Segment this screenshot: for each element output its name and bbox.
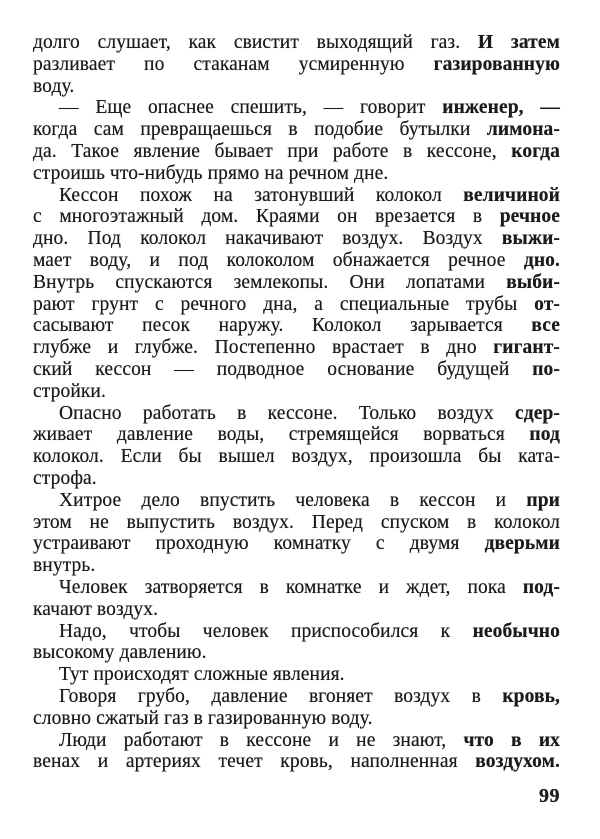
text-line xyxy=(33,163,560,185)
text-line xyxy=(33,272,560,294)
line-text: сасывают песок наружу. Колокол зарывается xyxy=(33,315,532,337)
text-line xyxy=(33,577,560,599)
line-text: разливает по стаканам усмиренную xyxy=(33,53,434,75)
text-line xyxy=(33,730,560,752)
line-text-heavy-ink: лимона- xyxy=(486,119,560,141)
text-line xyxy=(33,119,560,141)
line-text: Надо, чтобы человек приспособился к xyxy=(59,620,473,642)
line-text: — Еще опаснее спешить, — говорит xyxy=(59,97,443,119)
line-text: Хитрое дело впустить человека в кессон и xyxy=(59,489,527,511)
line-text: Люди работают в кессоне и не знают, xyxy=(59,729,464,751)
line-text-heavy-ink: гигант- xyxy=(493,337,560,359)
text-line xyxy=(33,555,560,577)
line-text-heavy-ink: инженер, — xyxy=(442,97,560,119)
line-text-heavy-ink: выби- xyxy=(506,271,560,293)
text-line xyxy=(33,512,560,534)
line-text-heavy-ink: по- xyxy=(532,358,560,380)
line-text: высокому давлению. xyxy=(33,642,207,664)
line-text-heavy-ink: выжи- xyxy=(501,228,560,250)
page-number: 99 xyxy=(539,785,560,807)
line-text: венах и артериях течет кровь, наполненная xyxy=(33,751,476,773)
line-text: словно сжатый газ в газированную воду. xyxy=(33,707,373,729)
text-line xyxy=(33,76,560,98)
line-text: рают грунт с речного дна, а специальные трубы xyxy=(33,293,535,315)
line-text: внутрь. xyxy=(33,555,96,577)
line-text: когда сам превращаешься в подобие бутылки xyxy=(33,119,487,141)
line-text-heavy-ink: дно. xyxy=(523,249,560,271)
line-text-heavy-ink: при xyxy=(526,489,560,511)
text-line xyxy=(33,751,560,773)
line-text: глубже и глубже. Постепенно врастает в дно xyxy=(33,337,494,359)
line-text-heavy-ink: воздухом. xyxy=(475,751,560,773)
text-line xyxy=(33,490,560,512)
text-line xyxy=(33,446,560,468)
text-line xyxy=(33,599,560,621)
text-line xyxy=(33,359,560,381)
text-line xyxy=(33,708,560,730)
line-text-heavy-ink: речное xyxy=(499,206,560,228)
line-text: Человек затворяется в комнатке и ждет, пока xyxy=(59,576,523,598)
line-text-heavy-ink: все xyxy=(531,315,560,337)
line-text-heavy-ink: под- xyxy=(522,576,560,598)
line-text-heavy-ink: И затем xyxy=(477,32,560,53)
line-text-heavy-ink: величиной xyxy=(463,184,560,206)
text-line xyxy=(33,686,560,708)
line-text-heavy-ink: сдер- xyxy=(514,402,560,424)
line-text-heavy-ink: когда xyxy=(511,140,560,162)
text-line xyxy=(33,533,560,555)
line-text: этом не выпустить воздух. Перед спуском в колокол xyxy=(33,511,560,533)
line-text-heavy-ink: под xyxy=(529,424,560,446)
line-text-heavy-ink: дверьми xyxy=(484,533,560,555)
line-text-heavy-ink: от- xyxy=(534,293,560,315)
line-text: Кессон похож на затонувший колокол xyxy=(59,184,464,206)
line-text-heavy-ink: необычно xyxy=(472,620,560,642)
text-line xyxy=(33,294,560,316)
line-text-heavy-ink: газированную xyxy=(433,53,560,75)
text-line xyxy=(33,621,560,643)
line-text: строишь что-нибудь прямо на речном дне. xyxy=(33,162,389,184)
text-line xyxy=(33,315,560,337)
line-text: ский кессон — подводное основание будущей xyxy=(33,358,533,380)
line-text: живает давление воды, стремящейся ворваться xyxy=(33,424,530,446)
line-text-heavy-ink: что в их xyxy=(463,729,561,751)
text-line xyxy=(33,141,560,163)
text-line xyxy=(33,54,560,76)
text-line xyxy=(33,250,560,272)
line-text: Опасно работать в кессоне. Только воздух xyxy=(59,402,515,424)
text-line xyxy=(33,32,560,54)
line-text: строфа. xyxy=(33,467,97,489)
line-text: долго слушает, как свистит выходящий газ. xyxy=(33,32,478,53)
line-text: мает воду, и под колоколом обнажается речное xyxy=(33,249,524,271)
text-line xyxy=(33,403,560,425)
line-text: Тут происходят сложные явления. xyxy=(59,664,345,686)
line-text: воду. xyxy=(33,75,75,97)
text-line xyxy=(33,185,560,207)
line-text: качают воздух. xyxy=(33,598,159,620)
line-text: устраивают проходную комнатку с двумя xyxy=(33,533,485,555)
line-text: дно. Под колокол накачивают воздух. Воздух xyxy=(33,228,502,250)
line-text: Говоря грубо, давление вгоняет воздух в xyxy=(59,685,503,707)
text-line xyxy=(33,642,560,664)
text-line xyxy=(33,468,560,490)
text-line xyxy=(33,97,560,119)
text-line xyxy=(33,337,560,359)
line-text: стройки. xyxy=(33,380,106,402)
line-text: с многоэтажный дом. Краями он врезается в xyxy=(33,206,500,228)
text-line xyxy=(33,206,560,228)
line-text: да. Такое явление бывает при работе в кессоне, xyxy=(33,140,512,162)
text-line xyxy=(33,424,560,446)
line-text-heavy-ink: кровь, xyxy=(502,685,560,707)
text-line xyxy=(33,381,560,403)
line-text: Внутрь спускаются землекопы. Они лопатами xyxy=(33,271,507,293)
text-line xyxy=(33,664,560,686)
text-line xyxy=(33,228,560,250)
text-block xyxy=(33,32,560,773)
line-text: колокол. Если бы вышел воздух, произошла бы ката- xyxy=(33,446,560,468)
